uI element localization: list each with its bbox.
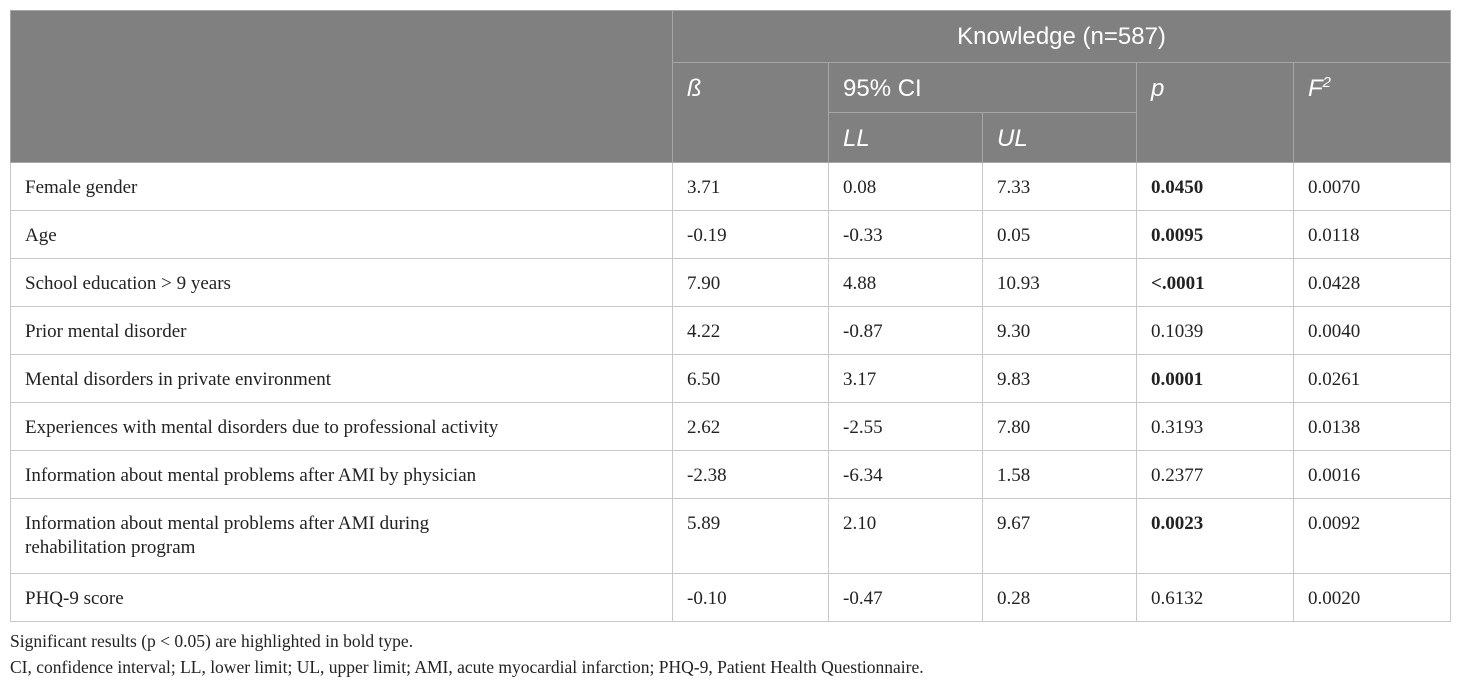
cell-p: 0.1039 <box>1137 307 1294 355</box>
cell-ll: 0.08 <box>829 163 983 211</box>
row-label: Prior mental disorder <box>11 307 673 355</box>
cell-ll: 4.88 <box>829 259 983 307</box>
header-f2-sup: 2 <box>1322 74 1332 91</box>
cell-beta: 7.90 <box>673 259 829 307</box>
table-container <box>10 10 1450 680</box>
footnote-abbreviations: CI, confidence interval; LL, lower limit; UL, upper limit; AMI, acute myocardial infarction; PHQ-9, Patient Health Questionnaire. <box>10 657 924 677</box>
table-row <box>11 259 1451 307</box>
cell-beta: -0.10 <box>673 574 829 622</box>
cell-p: 0.0023 <box>1137 499 1294 574</box>
table-row <box>11 307 1451 355</box>
table-row <box>11 499 1451 574</box>
cell-p: <.0001 <box>1137 259 1294 307</box>
cell-ul: 9.83 <box>983 355 1137 403</box>
row-label: Experiences with mental disorders due to professional activity <box>11 403 673 451</box>
cell-ll: 3.17 <box>829 355 983 403</box>
header-blank-cell <box>11 11 673 163</box>
header-beta: ß <box>673 63 829 163</box>
row-label: Female gender <box>11 163 673 211</box>
row-label-line2: rehabilitation program <box>25 537 196 558</box>
row-label <box>11 499 673 574</box>
cell-ll: -0.47 <box>829 574 983 622</box>
cell-f2: 0.0261 <box>1294 355 1451 403</box>
cell-ul: 9.67 <box>983 499 1137 574</box>
cell-ul: 0.05 <box>983 211 1137 259</box>
cell-ll: -6.34 <box>829 451 983 499</box>
cell-beta: 4.22 <box>673 307 829 355</box>
table-row <box>11 211 1451 259</box>
header-f2-base: F <box>1308 75 1323 102</box>
cell-beta: 5.89 <box>673 499 829 574</box>
cell-p: 0.2377 <box>1137 451 1294 499</box>
cell-beta: 2.62 <box>673 403 829 451</box>
cell-ul: 10.93 <box>983 259 1137 307</box>
cell-f2: 0.0020 <box>1294 574 1451 622</box>
cell-p: 0.0450 <box>1137 163 1294 211</box>
table-row <box>11 355 1451 403</box>
cell-beta: 3.71 <box>673 163 829 211</box>
cell-ll: 2.10 <box>829 499 983 574</box>
cell-ul: 7.80 <box>983 403 1137 451</box>
cell-ul: 9.30 <box>983 307 1137 355</box>
row-label: PHQ-9 score <box>11 574 673 622</box>
row-label: School education > 9 years <box>11 259 673 307</box>
cell-p: 0.0001 <box>1137 355 1294 403</box>
cell-p: 0.3193 <box>1137 403 1294 451</box>
cell-ul: 7.33 <box>983 163 1137 211</box>
cell-beta: 6.50 <box>673 355 829 403</box>
row-label: Age <box>11 211 673 259</box>
footnote-significance: Significant results (p < 0.05) are highlighted in bold type. <box>10 631 414 651</box>
header-ul: UL <box>983 113 1137 163</box>
table-row <box>11 451 1451 499</box>
table-row <box>11 163 1451 211</box>
row-label: Mental disorders in private environment <box>11 355 673 403</box>
header-f2 <box>1294 63 1451 163</box>
cell-ll: -2.55 <box>829 403 983 451</box>
row-label-line1: Information about mental problems after AMI during <box>25 513 430 534</box>
row-label: Information about mental problems after AMI by physician <box>11 451 673 499</box>
table-row <box>11 574 1451 622</box>
cell-f2: 0.0428 <box>1294 259 1451 307</box>
table-footnotes <box>10 628 1450 680</box>
cell-p: 0.0095 <box>1137 211 1294 259</box>
header-knowledge-group: Knowledge (n=587) <box>673 11 1451 63</box>
regression-table <box>10 10 1451 622</box>
table-header <box>11 11 1451 163</box>
header-ci: 95% CI <box>829 63 1137 113</box>
cell-f2: 0.0138 <box>1294 403 1451 451</box>
cell-f2: 0.0016 <box>1294 451 1451 499</box>
cell-f2: 0.0092 <box>1294 499 1451 574</box>
cell-beta: -0.19 <box>673 211 829 259</box>
cell-ul: 0.28 <box>983 574 1137 622</box>
cell-ll: -0.33 <box>829 211 983 259</box>
table-body <box>11 163 1451 622</box>
cell-p: 0.6132 <box>1137 574 1294 622</box>
header-ll: LL <box>829 113 983 163</box>
cell-f2: 0.0040 <box>1294 307 1451 355</box>
cell-ll: -0.87 <box>829 307 983 355</box>
cell-ul: 1.58 <box>983 451 1137 499</box>
cell-f2: 0.0118 <box>1294 211 1451 259</box>
cell-beta: -2.38 <box>673 451 829 499</box>
table-row <box>11 403 1451 451</box>
header-p: p <box>1137 63 1294 163</box>
cell-f2: 0.0070 <box>1294 163 1451 211</box>
